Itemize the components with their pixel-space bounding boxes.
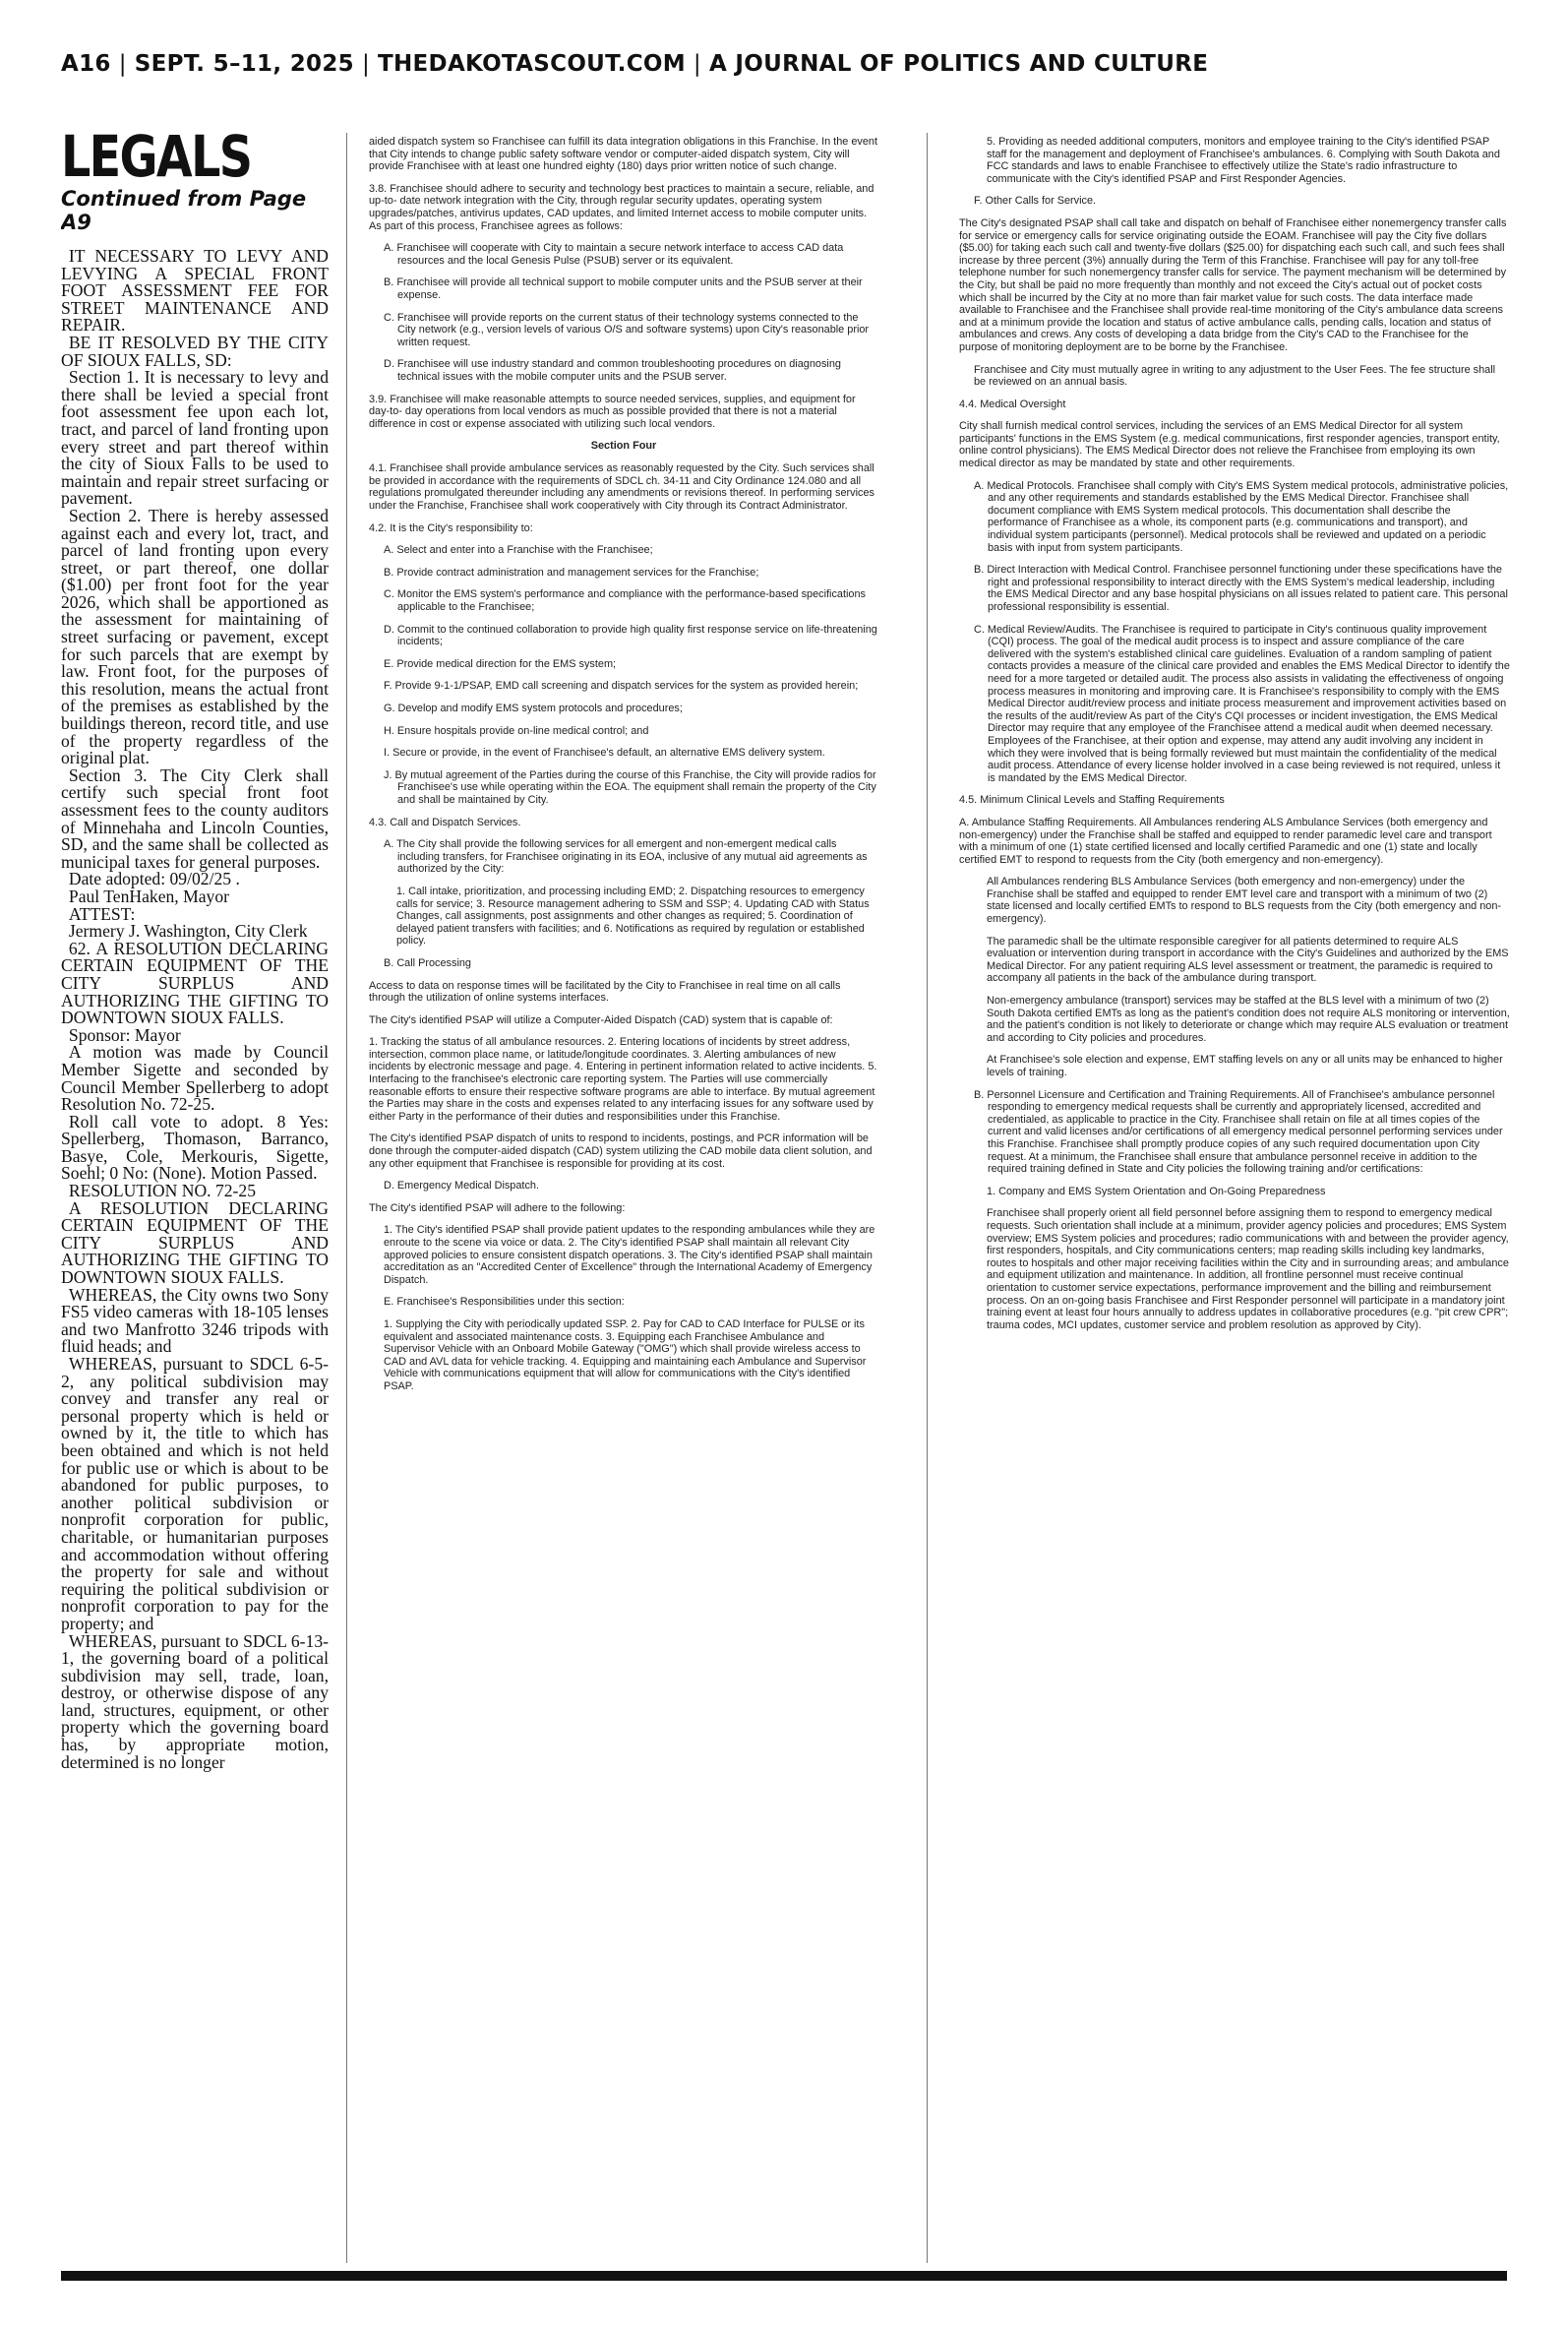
franchise-paragraph: At Franchisee's sole election and expense, EMT staffing levels on any or all units may be enhanced to higher levels of training.: [987, 1054, 1503, 1078]
franchise-paragraph: The paramedic shall be the ultimate responsible caregiver for all patients determined to require ALS evaluation or intervention during transport in accordance with the City's Guidelines and authorized by the EMS Medical Director. For any patient requiring ALS level assessment or treatment, the paramedic is required to accompany all patients in the back of the ambulance during transport.: [987, 935, 1509, 985]
franchise-paragraph: Non-emergency ambulance (transport) services may be staffed at the BLS level with a minimum of two (2) South Dakota certified EMTs as long as the patient's condition does not require ALS monitoring or intervention, and the patient's condition is not likely to deteriorate or change which may require ALS evaluation or treatment and according to City policies and procedures.: [987, 995, 1510, 1044]
franchise-paragraph: 4.1. Franchisee shall provide ambulance services as reasonably requested by the City. Such services shall be provided in accordance with the requirements of SDCL ch. 34-11 and City Ordinance 124.080 and all regulations promulgated thereunder including any amendments or revisions thereof. In performing services under the Franchise, Franchisee shall work cooperatively with City through its Contract Administrator.: [369, 462, 874, 513]
page-number: A16: [61, 51, 111, 77]
legal-paragraph: RESOLUTION NO. 72-25: [68, 1181, 257, 1201]
franchise-paragraph: 4.3. Call and Dispatch Services.: [369, 816, 521, 828]
franchise-paragraph: aided dispatch system so Franchisee can fulfill its data integration obligations in this Franchise. In the event that City intends to change public safety software vendor or computer-aided dispatch system, City will provide Franchisee with at least one hundred eighty (180) days prior written notice of such change.: [369, 136, 877, 173]
legal-paragraph: 62. A RESOLUTION DECLARING CERTAIN EQUIPMENT OF THE CITY SURPLUS AND AUTHORIZING THE GIFTING TO DOWNTOWN SIOUX FALLS.: [61, 938, 329, 1028]
franchise-paragraph: Access to data on response times will be facilitated by the City to Franchisee in real time on all calls through the utilization of online systems interfaces.: [369, 979, 841, 1005]
franchise-paragraph: F. Provide 9-1-1/PSAP, EMD call screening and dispatch services for the system as provided herein;: [384, 680, 859, 693]
franchise-paragraph: 1. Supplying the City with periodically updated SSP. 2. Pay for CAD to CAD Interface for PULSE or its equivalent and associated maintenance costs. 3. Equipping each Franchisee Ambulance and Supervisor Vehicle with an Onboard Mobile Gateway ("OMG") which shall provide wireless access to CAD and AVL data for vehicle tracking. 4. Equipping and maintaining each Ambulance and Supervisor Vehicle with communications equipment that will allow for communications with the City's identified PSAP.: [384, 1317, 867, 1392]
franchise-paragraph: C. Medical Review/Audits. The Franchisee is required to participate in City's continuous quality improvement (CQI) process. The goal of the medical audit process is to inspect and assure compliance of the care delivered with the system's established clinical care guidelines. Evaluation of a random sampling of patient contacts provides a measure of the clinical care provided and enables the EMS Medical Director to identify the need for a more targeted or detailed audit. The process also assists in validating the effectiveness of ongoing process measures in monitoring and improving care. It is Franchisee's responsibility to comply with the EMS Medical Director audit/review process and initiate process measurement and improvement activities based on the results of the audit/review As part of the City's CQI processes or incident investigation, the EMS Medical Director may require that any employee of the Franchisee attend a medical audit when deemed necessary. Employees of the Franchisee, at their option and expense, may attend any audit involving any incident in which they were involved that is being formally reviewed but must maintain the confidentiality of the medical audit process. Attendance of every license holder involved in a case being reviewed is not required, unless it is mandated by the EMS Medical Director.: [974, 623, 1510, 784]
legal-paragraph: ATTEST:: [68, 903, 136, 924]
franchise-paragraph: F. Other Calls for Service.: [974, 195, 1097, 208]
legal-paragraph: Section 1. It is necessary to levy and there shall be levied a special front foot assessment fee upon each lot, tract, and parcel of land fronting upon every street and part thereof within the city of Sioux Falls to be used to maintain and repair street surfacing or pavement.: [61, 367, 329, 509]
franchise-paragraph: B. Call Processing: [384, 956, 471, 969]
franchise-paragraph: 1. The City's identified PSAP shall provide patient updates to the responding ambulances while they are enroute to the scene via voice or data. 2. The City's identified PSAP shall maintain all relevant City approved policies to ensure consistent dispatch operations. 3. The City's identified PSAP shall maintain accreditation as an "Accredited Center of Excellence" through the International Academy of Emergency Dispatch.: [384, 1224, 875, 1286]
franchise-paragraph: 5. Providing as needed additional computers, monitors and employee training to the City's identified PSAP staff for the management and deployment of Franchisee's ambulances. 6. Complying with South Dakota and FCC standards and laws to enable Franchisee to effectively utilize the State's radio infrastructure to communicate with the City's identified PSAP and First Responder Agencies.: [987, 136, 1500, 185]
franchise-paragraph: B. Direct Interaction with Medical Control. Franchisee personnel functioning under these specifications have the right and professional responsibility to interact directly with the EMS System's medical leadership, including the EMS Medical Director and any base hospital physicians on all issues related to patient care. This personal professional responsibility is essential.: [974, 564, 1508, 613]
franchise-paragraph: 3.9. Franchisee will make reasonable attempts to source needed services, supplies, and equipment for day-to- day operations from local vendors as much as possible provided that there is not a material difference in cost or expense associated with utilizing such local vendors.: [369, 393, 856, 430]
franchise-paragraph: 4.5. Minimum Clinical Levels and Staffing Requirements: [959, 794, 1225, 807]
franchise-paragraph: D. Franchisee will use industry standard and common troubleshooting procedures on diagnosing technical issues with the mobile computer units and the PSUB server.: [384, 358, 841, 383]
issue-date: SEPT. 5–11, 2025: [134, 51, 354, 77]
legal-paragraph: Jermery J. Washington, City Clerk: [68, 921, 308, 942]
franchise-paragraph: The City's identified PSAP will utilize a Computer-Aided Dispatch (CAD) system that is capable of:: [369, 1013, 833, 1026]
franchise-paragraph: 4.2. It is the City's responsibility to:: [369, 521, 533, 534]
franchise-paragraph: H. Ensure hospitals provide on-line medical control; and: [384, 724, 649, 737]
franchise-paragraph: C. Franchisee will provide reports on the current status of their technology systems connected to the City network (e.g., version levels of various O/S and software systems) upon City's reasonable prior written request.: [384, 311, 870, 348]
legals-subtitle: Continued from Page A9: [61, 187, 307, 234]
franchise-paragraph: C. Monitor the EMS system's performance and compliance with the performance-based specifications applicable to the Franchisee;: [384, 588, 866, 614]
legal-paragraph: IT NECESSARY TO LEVY AND LEVYING A SPECIAL FRONT FOOT ASSESSMENT FEE FOR STREET MAINTENANCE AND REPAIR.: [61, 246, 329, 336]
franchise-paragraph: B. Franchisee will provide all technical support to mobile computer units and the PSUB server at their expense.: [384, 276, 863, 301]
column-divider: [927, 133, 928, 2263]
franchise-paragraph: I. Secure or provide, in the event of Franchisee's default, an alternative EMS delivery system.: [384, 747, 825, 760]
franchise-paragraph: D. Emergency Medical Dispatch.: [384, 1180, 539, 1193]
franchise-paragraph: D. Commit to the continued collaboration to provide high quality first response service on life-threatening incidents;: [384, 623, 877, 648]
legal-paragraph: Section 3. The City Clerk shall certify such special front foot assessment fees to the county auditors of Minnehaha and Lincoln Counties, SD, and the same shall be collected as municipal taxes for general purposes.: [61, 765, 329, 872]
legal-paragraph: Roll call vote to adopt. 8 Yes: Spellerberg, Thomason, Barranco, Basye, Cole, Merkouris, Sigette, Soehl; 0 No: (None). Motion Passed.: [61, 1111, 329, 1184]
franchise-paragraph: Franchisee shall properly orient all field personnel before assigning them to respond to emergency medical requests. Such orientation shall include at a minimum, provider agency policies and procedures; EMS System overview; EMS System policies and procedures; radio communications with and between the provider agency, first responders, hospitals, and City communications centers; map reading skills including key landmarks, routes to hospitals and other major receiving facilities within the City and in surrounding areas; and ambulance and equipment utilization and maintenance. In addition, all frontline personnel must receive continual orientation to customer service expectations, performance improvement and the billing and reimbursement process. On an on-going basis Franchisee and First Responder personnel will participate in a mandatory joint training event at least four hours annually to address updates in collaborative procedures (e.g. "pit crew CPR"; trauma codes, MCI updates, customer service and problem resolution as approved by City).: [987, 1207, 1509, 1331]
franchise-paragraph: E. Franchisee's Responsibilities under this section:: [384, 1296, 625, 1309]
legal-paragraph: A RESOLUTION DECLARING CERTAIN EQUIPMENT OF THE CITY SURPLUS AND AUTHORIZING THE GIFTING TO DOWNTOWN SIOUX FALLS.: [61, 1197, 329, 1288]
legal-paragraph: WHEREAS, pursuant to SDCL 6-5-2, any political subdivision may convey and transfer any real or personal property which is held or owned by it, the title to which has been obtained and which is not held for public use or which is about to be abandoned for public purposes, to another political subdivision or nonprofit corporation for public, charitable, or humanitarian purposes and accommodation without offering the property for sale and without requiring the political subdivision or nonprofit corporation to pay for the property; and: [61, 1354, 329, 1633]
franchise-paragraph: A. Medical Protocols. Franchisee shall comply with City's EMS System medical protocols, administrative policies, and any other requirements and standards established by the EMS Medical Director. Franchisee shall document compliance with EMS System medical protocols. This documentation shall describe the performance of Franchisee as a whole, its component parts (e.g. communications and transport), and individual system participants (personnel). Medical protocols shall be reviewed and updated on a periodic basis with input from system participants.: [974, 479, 1509, 554]
franchise-paragraph: A. Ambulance Staffing Requirements. All Ambulances rendering ALS Ambulance Services (both emergency and non-emergency) under the Franchise shall be staffed and equipped to render paramedic level care and transport with a minimum of one (1) state certified licensed and locally certified Paramedic and one (1) state and locally certified EMT to respond to requests from the City (both emergency and non-emergency).: [959, 816, 1492, 866]
legal-paragraph: A motion was made by Council Member Sigette and seconded by Council Member Spellerberg to adopt Resolution No. 72-25.: [61, 1042, 329, 1115]
franchise-paragraph: 1. Company and EMS System Orientation and On-Going Preparedness: [987, 1185, 1326, 1197]
franchise-paragraph: The City's identified PSAP will adhere to the following:: [369, 1201, 626, 1214]
franchise-paragraph: A. Franchisee will cooperate with City to maintain a secure network interface to access CAD data resources and the local Genesis Pulse (PSUB) server or its equivalent.: [384, 242, 844, 267]
legal-paragraph: Section 2. There is hereby assessed against each and every lot, tract, and parcel of land fronting upon every street, or part thereof, one dollar ($1.00) per front foot for the year 2026, which shall be apportioned as the assessment for maintaining of street surfacing or pavement, except for such parcels that are exempt by law. Front foot, for the purposes of this resolution, means the actual front of the premises as established by the buildings thereon, record title, and use of the property regardless of the original plat.: [61, 505, 329, 768]
franchise-paragraph: A. The City shall provide the following services for all emergent and non-emergent medical calls including transfers, for Franchisee originating in its EOA, inclusive of any mutual aid agreements as authorized by the City:: [384, 838, 868, 876]
site-link[interactable]: THEDAKOTASCOUT.COM: [378, 51, 686, 77]
legals-column: [61, 128, 329, 2265]
franchise-paragraph: J. By mutual agreement of the Parties during the course of this Franchise, the City will provide radios for Franchisee's use while operating within the EOA. The equipment shall remain the property of the City and shall be maintained by City.: [384, 768, 876, 806]
franchise-paragraph: 1. Call intake, prioritization, and processing including EMD; 2. Dispatching resources to emergency calls for service; 3. Resource management adhering to SSM and SSP; 4. Updating CAD with Status Changes, call assignments, post assignments and other changes as required; 5. Coordination of delayed patient transfers with facilities; and 6. Notifications as required by regulation or established policy.: [396, 885, 870, 948]
legal-paragraph: WHEREAS, pursuant to SDCL 6-13-1, the governing board of a political subdivision may sell, trade, loan, destroy, or otherwise dispose of any land, structures, equipment, or other property which the governing board has, by appropriate motion, determined is no longer: [61, 1630, 329, 1772]
franchise-paragraph: G. Develop and modify EMS system protocols and procedures;: [384, 703, 683, 714]
legal-paragraph: BE IT RESOLVED BY THE CITY OF SIOUX FALLS, SD:: [61, 332, 329, 370]
legals-body: [61, 248, 329, 1771]
franchise-paragraph: Franchisee and City must mutually agree in writing to any adjustment to the User Fees. The fee structure shall be reviewed on an annual basis.: [974, 363, 1496, 389]
franchise-paragraph: City shall furnish medical control services, including the services of an EMS Medical Director for all system participants' functions in the EMS System (e.g. medical communications, first responder agencies, transport entity, online control physicians). The EMS Medical Director does not relieve the Franchisee from employing its own medical director as may be mandated by state and other requirements.: [959, 420, 1500, 470]
legals-title: LEGALS: [61, 128, 252, 190]
legal-paragraph: Paul TenHaken, Mayor: [68, 886, 230, 906]
franchise-paragraph: The City's designated PSAP shall call take and dispatch on behalf of Franchisee either nonemergency transfer calls for service or emergency calls for service originating outside the EOAM. Franchisee will pay the City five dollars ($5.00) for taking each such call and twenty-five dollars ($25.00) for dispatching each such call, and such fees shall increase by three percent (3%) annually during the Term of this Franchise. Franchisee will pay for any toll-free telephone number for such nonemergency transfer calls for service. The payment mechanism will be determined by the City, but shall be paid no more frequently than monthly and not exceed the City's actual out of pocket costs which shall be incurred by the City at no more than fair market value for such costs. The data interface made available to Franchisee and the Franchisee shall provide real-time monitoring of the City's ambulance data screens and at a minimum provide the location and status of active ambulance calls, pending calls, location and status of ambulances and crews. Any costs of developing a data bridge from the City's CAD to the Franchisee for the purpose of monitoring deployment are to be borne by the Franchisee.: [959, 216, 1507, 353]
franchise-column-1: [369, 136, 878, 2266]
franchise-paragraph: B. Provide contract administration and management services for the Franchise;: [384, 566, 759, 579]
franchise-paragraph: Section Four: [590, 440, 657, 453]
franchise-paragraph: 1. Tracking the status of all ambulance resources. 2. Entering locations of incidents by street address, intersection, common place name, or latitude/longitude coordinates. 3. Alerting ambulances of new incidents by electronic message and page. 4. Entering in pertinent information related to active incidents. 5. Interfacing to the franchisee's electronic care reporting system. The Parties will use commercially reasonable efforts to ensure their respective software programs are able to interface. By mutual agreement the Parties may share in the costs and expenses related to any interfacing issues for any software used by either Party in the performance of their duties and responsibilities under this Franchise.: [369, 1036, 877, 1123]
bottom-rule: [61, 2271, 1507, 2281]
franchise-paragraph: The City's identified PSAP dispatch of units to respond to incidents, postings, and PCR information will be done through the computer-aided dispatch (CAD) system utilizing the CAD mobile data client solution, and any other equipment that Franchisee is responsible for providing at its cost.: [369, 1132, 873, 1170]
franchise-paragraph: A. Select and enter into a Franchise with the Franchisee;: [384, 544, 653, 557]
legal-paragraph: WHEREAS, the City owns two Sony FS5 video cameras with 18-105 lenses and two Manfrotto 3246 tripods with fluid heads; and: [61, 1284, 329, 1357]
franchise-paragraph: 3.8. Franchisee should adhere to security and technology best practices to maintain a secure, reliable, and up-to- date network integration with the City, through regular security updates, operating system upgrades/patches, antivirus updates, CAD updates, and limited Internet access to mobile computer units. As part of this process, Franchisee agrees as follows:: [369, 182, 874, 232]
franchise-paragraph: 4.4. Medical Oversight: [959, 398, 1066, 410]
tagline: A JOURNAL OF POLITICS AND CULTURE: [708, 51, 1209, 77]
column-divider: [346, 133, 347, 2263]
franchise-paragraph: All Ambulances rendering BLS Ambulance Services (both emergency and non-emergency) under the Franchise shall be staffed and equipped to render EMT level care and transport with a minimum of two (2) state licensed and locally certified EMTs to respond to BLS requests from the City (both emergency and non-emergency).: [987, 876, 1502, 926]
legal-paragraph: Sponsor: Mayor: [68, 1024, 181, 1045]
legal-paragraph: Date adopted: 09/02/25 .: [68, 869, 240, 889]
franchise-paragraph: E. Provide medical direction for the EMS system;: [384, 657, 617, 670]
franchise-paragraph: B. Personnel Licensure and Certification and Training Requirements. All of Franchisee's ambulance personnel responding to emergency medical requests shall be currently and appropriately licensed, accredited and credentialed, as applicable to practice in the City. Franchisee shall retain on file at all times copies of the current and valid licenses and/or certifications of all emergency medical personnel performing services under this Franchise. Franchisee shall promptly produce copies of any such required documentation upon City request. At a minimum, the Franchisee shall ensure that ambulance personnel receive in addition to the required training defined in State and City policies the following training and/or certifications:: [974, 1088, 1503, 1176]
franchise-column-2: [959, 136, 1510, 2266]
masthead: A16 | SEPT. 5–11, 2025 | THEDAKOTASCOUT.COM | A JOURNAL OF POLITICS AND CULTURE: [61, 51, 1209, 77]
